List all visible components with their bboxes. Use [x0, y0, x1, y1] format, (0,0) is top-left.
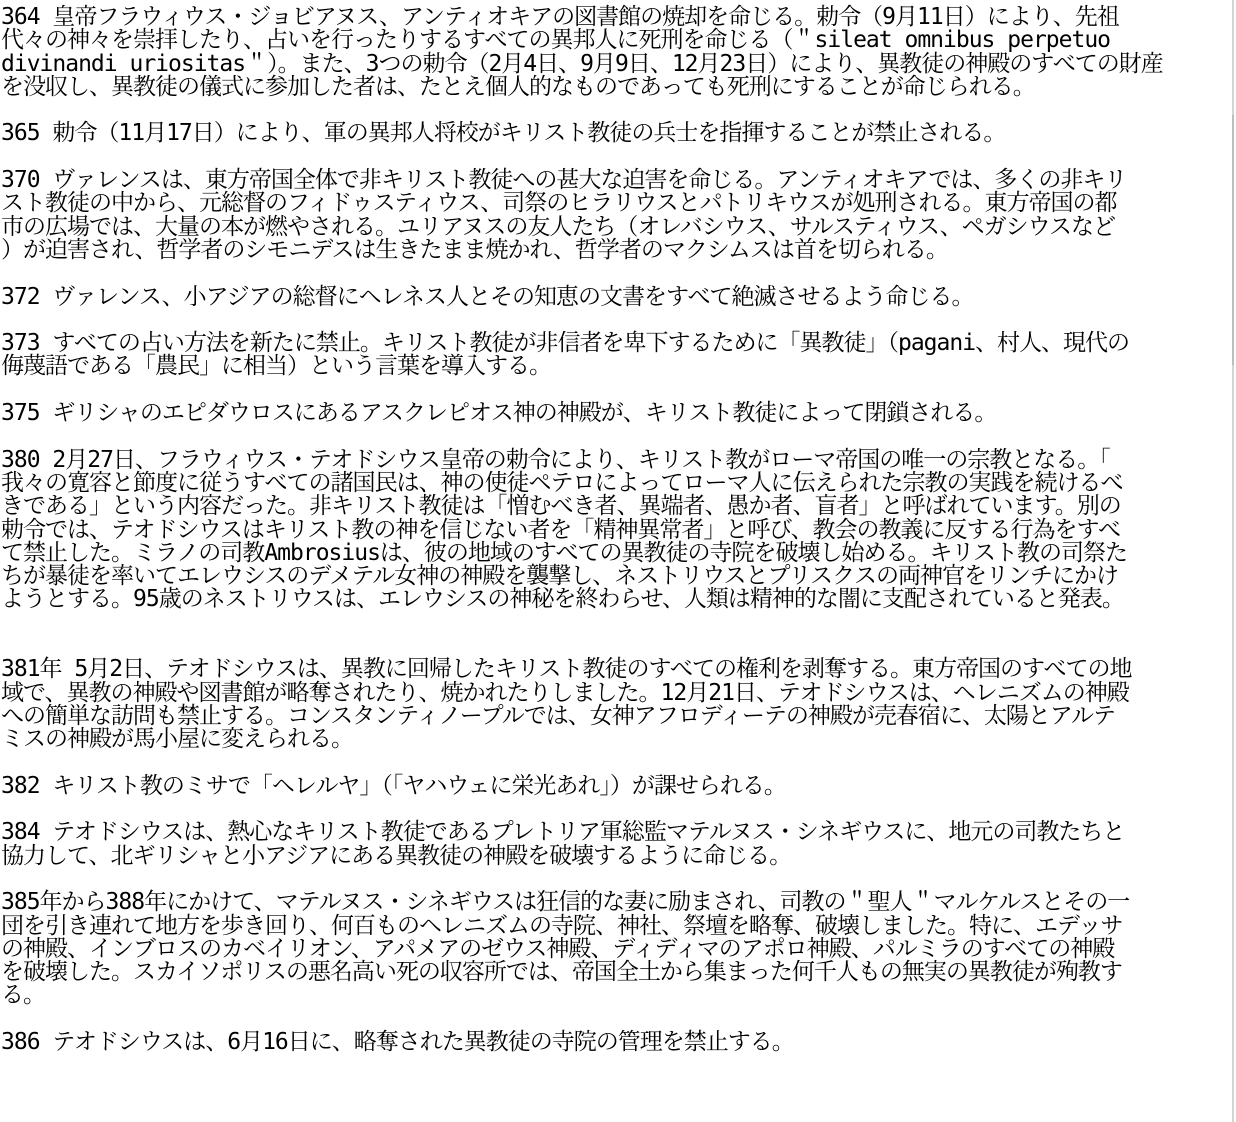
paragraph-372: [1, 283, 1228, 310]
text-line: 団を引き連れて地方を歩き回り、何百ものヘレニズムの寺院、神社、祭壇を略奪、破壊しました。特に、エデッサ: [1, 912, 1123, 939]
paragraph-380: [1, 446, 1228, 613]
text-line: 365 勅令（11月17日）により、軍の異邦人将校がキリスト教徒の兵士を指揮することが禁止される。: [1, 120, 1006, 147]
paragraph-365: [1, 122, 1228, 145]
text-line: 勅令では、テオドシウスはキリスト教の神を信じない者を「精神異常者」と呼び、教会の教義に反する行為をすべ: [1, 516, 1121, 543]
text-line: 373 すべての占い方法を新たに禁止。キリスト教徒が非信者を卑下するために「異教徒」（pagani、村人、現代の: [1, 330, 1130, 357]
text-line: 市の広場では、大量の本が燃やされる。ユリアヌスの友人たち（オレバシウス、サルスティウス、ペガシウスなど: [1, 213, 1115, 240]
text-line: を破壊した。スカイソポリスの悪名高い死の収容所では、帝国全土から集まった何千人もの無実の異教徒が殉教す: [1, 959, 1122, 986]
text-line: 協力して、北ギリシャと小アジアにある異教徒の神殿を破壊するように命じる。: [1, 842, 792, 869]
text-line: 385年から388年にかけて、マテルヌス・シネギウスは狂信的な妻に励まされ、司教の＂聖人＂マルケルスとその一: [1, 889, 1130, 916]
text-line: divinandi uriositas＂）。また、3つの勅令（2月4日、9月9日、12月23日）により、異教徒の神殿のすべての財産: [1, 50, 1163, 77]
text-line: の神殿、インブロスのカベイリオン、アパメアのゼウス神殿、ディディマのアポロ神殿、パルミラのすべての神殿: [1, 935, 1115, 962]
paragraph-386: [1, 1031, 1228, 1054]
paragraph-364: [1, 6, 1228, 99]
text-line: 364 皇帝フラウィウス・ジョビアヌス、アンティオキアの図書館の焼却を命じる。勅令（9月11日）により、先祖: [1, 4, 1119, 30]
paragraph-370: [1, 169, 1228, 262]
paragraph-373: [1, 332, 1228, 379]
text-line: 386 テオドシウスは、6月16日に、略奪された異教徒の寺院の管理を禁止する。: [1, 1029, 794, 1056]
paragraph-382: [1, 772, 1228, 799]
scrollbar-track[interactable]: [1232, 0, 1234, 1122]
text-line: ちが暴徒を率いてエレウシスのデメテル女神の神殿を襲撃し、ネストリウスとプリスクスの両神官をリンチにかけ: [1, 563, 1118, 590]
text-line: 我々の寛容と節度に従うすべての諸国民は、神の使徒ペテロによってローマ人に伝えられた宗教の実践を続けるべ: [1, 469, 1123, 496]
paragraph-381: [1, 658, 1228, 751]
text-line: て禁止した。ミラノの司教Ambrosiusは、彼の地域のすべての異教徒の寺院を破壊し始める。キリスト教の司祭た: [1, 539, 1128, 566]
text-line: スト教徒の中から、元総督のフィドゥスティウス、司祭のヒラリウスとパトリキウスが処刑される。東方帝国の都: [1, 190, 1117, 217]
text-line: 代々の神々を崇拝したり、占いを行ったりするすべての異邦人に死刑を命じる（＂sileat omnibus perpetuo: [1, 27, 1111, 54]
text-line: 域で、異教の神殿や図書館が略奪されたり、焼かれたりしました。12月21日、テオドシウスは、ヘレニズムの神殿: [1, 679, 1129, 706]
text-line: 381年 5月2日、テオドシウスは、異教に回帰したキリスト教徒のすべての権利を剥奪する。東方帝国のすべての地: [1, 656, 1132, 683]
paragraph-384: [1, 821, 1228, 868]
text-line: 384 テオドシウスは、熱心なキリスト教徒であるプレトリア軍総監マテルヌス・シネギウスに、地元の司教たちと: [1, 819, 1125, 846]
text-line: 375 ギリシャのエピダウロスにあるアスクレピオス神の神殿が、キリスト教徒によって閉鎖される。: [1, 400, 997, 427]
text-line: きである」という内容だった。非キリスト教徒は「憎むべき者、異端者、愚か者、盲者」と呼ばれています。別の: [1, 493, 1121, 520]
text-line: への簡単な訪問も禁止する。コンスタンティノープルでは、女神アフロディーテの神殿が売春宿に、太陽とアルテ: [1, 702, 1115, 729]
text-line: 372 ヴァレンス、小アジアの総督にヘレネス人とその知恵の文書をすべて絶滅させるよう命じる。: [1, 283, 974, 310]
paragraph-385: [1, 891, 1228, 1007]
text-line: 382 キリスト教のミサで「ヘレルヤ」（「ヤハウェに栄光あれ」）が課せられる。: [1, 772, 786, 799]
text-line: ミスの神殿が馬小屋に変えられる。: [1, 726, 353, 753]
text-line: を没収し、異教徒の儀式に参加した者は、たとえ個人的なものであっても死刑にすることが命じられる。: [1, 73, 1035, 100]
text-line: 370 ヴァレンスは、東方帝国全体で非キリスト教徒への甚大な迫害を命じる。アンティオキアでは、多くの非キリ: [1, 167, 1127, 194]
text-line: 380 2月27日、フラウィウス・テオドシウス皇帝の勅令により、キリスト教がローマ帝国の唯一の宗教となる。「: [1, 446, 1110, 473]
text-line: 侮蔑語である「農民」に相当）という言葉を導入する。: [1, 353, 551, 380]
scrollbar-thumb[interactable]: [1232, 115, 1234, 365]
text-line: ）が迫害され、哲学者のシモニデスは生きたまま焼かれ、哲学者のマクシムスは首を切られる。: [1, 236, 948, 263]
text-line: る。: [1, 982, 45, 1009]
text-line: ようとする。95歳のネストリウスは、エレウシスの神秘を終わらせ、人類は精神的な闇に支配されていると発表。: [1, 586, 1124, 613]
paragraph-375: [1, 402, 1228, 425]
